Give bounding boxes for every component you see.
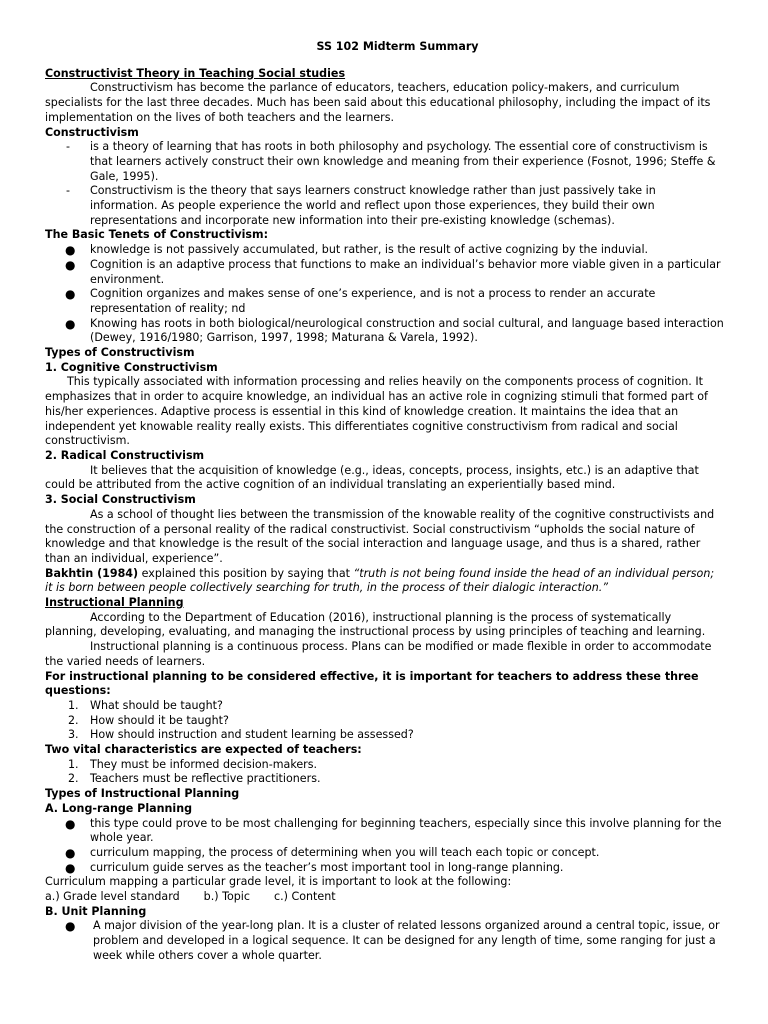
vital-characteristics-list: [45, 758, 725, 787]
bakhtin-paragraph: [45, 567, 725, 596]
characteristic-item: 1. They must be informed decision-makers.: [68, 757, 318, 771]
bullet-icon: ●: [65, 287, 76, 302]
tenets-list: [45, 243, 725, 346]
mapping-option-a: a.) Grade level standard: [45, 890, 180, 904]
bullet-icon: ●: [65, 243, 76, 258]
curriculum-mapping-text: Curriculum mapping a particular grade level, it is important to look at the following:: [45, 875, 512, 889]
document-title: SS 102 Midterm Summary: [316, 40, 479, 53]
dash-marker: -: [66, 140, 71, 154]
question-item: 2. How should it be taught?: [68, 713, 229, 727]
bullet-icon: ●: [65, 316, 76, 331]
constructivism-heading: Constructivism: [45, 125, 139, 139]
tenet-item: ● Cognition is an adaptive process that functions to make an individual’s behavior more viable given in a particular environment.: [65, 257, 721, 286]
cognitive-constructivism-text: This typically associated with information processing and relies heavily on the components process of cognition. It emphasizes that in order to acquire knowledge, an individual has an active role in cognizing stimuli that formed part of his/her experiences. Adaptive process is essential in this kind of knowledge creation. It maintains the idea that an independent yet knowable reality really exists. This differentiates cognitive constructivism from radical and social constructivism.: [45, 375, 708, 448]
tenet-item: ● Knowing has roots in both biological/neurological construction and social cultural, and language based interaction (Dewey, 1916/1980; Garrison, 1997, 1998; Maturana & Varela, 1992).: [65, 316, 724, 345]
bullet-icon: ●: [65, 816, 76, 831]
social-constructivism-heading: 3. Social Constructivism: [45, 493, 196, 507]
long-range-planning-heading: A. Long-range Planning: [45, 801, 193, 815]
list-number: 2.: [68, 713, 79, 727]
intro-paragraph: Constructivism has become the parlance of educators, teachers, education policy-makers, and curriculum specialists for the last three decades. Much has been said about this educational philosophy, including the impact of its implementation on the lives of both teachers and the learners.: [45, 81, 711, 124]
section-heading-instructional-planning: Instructional Planning: [45, 596, 184, 610]
mapping-option-c: c.) Content: [273, 890, 336, 904]
question-item: 3. How should instruction and student learning be assessed?: [68, 728, 414, 742]
dash-list-item: - Constructivism is the theory that says learners construct knowledge rather than just passively take in information. As people experience the world and reflect upon those experiences, they build their own representations and incorporate new information into their pre-existing knowledge (schemas).: [66, 184, 656, 227]
document-page: [45, 40, 725, 964]
instructional-planning-definition: According to the Department of Education (2016), instructional planning is the process of systematically planning, developing, evaluating, and managing the instructional process by using principles of teaching and learning.: [45, 610, 706, 639]
cognitive-constructivism-heading: 1. Cognitive Constructivism: [45, 360, 218, 374]
question-item: 1. What should be taught?: [68, 698, 223, 712]
mapping-option-b: b.) Topic: [203, 890, 250, 904]
constructivism-dash-list: [45, 140, 725, 228]
dash-marker: -: [66, 184, 71, 198]
list-number: 1.: [68, 757, 79, 771]
social-constructivism-text: As a school of thought lies between the transmission of the knowable reality of the cognitive constructivists and the construction of a personal reality of the radical constructivist. Social constructivism “upholds the social nature of knowledge and that knowledge is the result of the social interaction and language usage, and thus is a shared, rather than an individual, experience”.: [45, 507, 715, 565]
dash-list-item: - is a theory of learning that has roots in both philosophy and psychology. The essential core of constructivism is that learners actively construct their own knowledge and meaning from their experience (Fosnot, 1996; Steffe & Gale, 1995).: [66, 140, 716, 183]
vital-characteristics-heading: Two vital characteristics are expected of teachers:: [45, 743, 362, 757]
unit-planning-list: [45, 919, 725, 963]
long-range-list: [45, 817, 725, 876]
types-of-constructivism-heading: Types of Constructivism: [45, 346, 195, 360]
bakhtin-connector: explained this position by saying that: [138, 566, 354, 580]
questions-heading: For instructional planning to be considered effective, it is important for teachers to address these three questions:: [45, 669, 699, 698]
tenets-heading: The Basic Tenets of Constructivism:: [45, 228, 269, 242]
unit-planning-heading: B. Unit Planning: [45, 904, 147, 918]
instructional-planning-continuous: Instructional planning is a continuous process. Plans can be modified or made flexible in order to accommodate the varied needs of learners.: [45, 640, 712, 668]
bullet-icon: ●: [65, 919, 76, 934]
bakhtin-citation: Bakhtin (1984): [45, 566, 139, 580]
bakhtin-quote: “truth is not being found inside the head of an individual person; it is born between people collectively searching for truth, in the process of their dialogic interaction.”: [45, 566, 715, 595]
characteristic-item: 2. Teachers must be reflective practitioners.: [68, 772, 321, 786]
long-range-item: ● curriculum mapping, the process of determining when you will teach each topic or concept.: [65, 845, 600, 860]
list-number: 3.: [68, 728, 79, 742]
bullet-icon: ●: [65, 845, 76, 860]
types-of-instructional-planning-heading: Types of Instructional Planning: [45, 787, 240, 801]
long-range-item: ● this type could prove to be most challenging for beginning teachers, especially since this involve planning for the whole year.: [65, 816, 722, 845]
radical-constructivism-text: It believes that the acquisition of knowledge (e.g., ideas, concepts, process, insights, etc.) is an adaptive that could be attributed from the active cognition of an individual translating an experientially based mind.: [45, 463, 699, 492]
tenet-item: ● Cognition organizes and makes sense of one’s experience, and is not a process to render an accurate representation of reality; nd: [65, 287, 656, 315]
tenet-item: ● knowledge is not passively accumulated, but rather, is the result of active cognizing by the induvial.: [65, 243, 649, 258]
bullet-icon: ●: [65, 257, 76, 272]
section-heading-constructivist-theory: Constructivist Theory in Teaching Social studies: [45, 66, 346, 80]
unit-planning-item: ● A major division of the year-long plan. It is a cluster of related lessons organized around a central topic, issue, or problem and developed in a logical sequence. It can be designed for any length of time, some ranging for just a week while others cover a whole quarter.: [65, 919, 720, 962]
radical-constructivism-heading: 2. Radical Constructivism: [45, 448, 205, 462]
bullet-icon: ●: [65, 860, 76, 875]
curriculum-mapping-options: [45, 890, 725, 905]
list-number: 2.: [68, 772, 79, 786]
questions-list: [45, 699, 725, 743]
list-number: 1.: [68, 698, 79, 712]
long-range-item: ● curriculum guide serves as the teacher’s most important tool in long-range planning.: [65, 860, 564, 875]
